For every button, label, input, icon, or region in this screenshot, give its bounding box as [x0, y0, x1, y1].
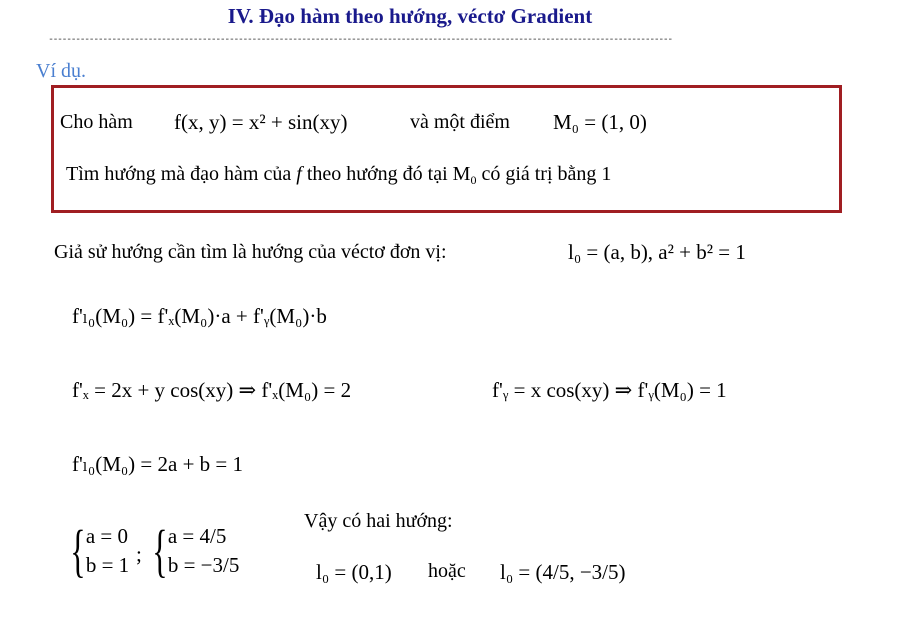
problem-box: [51, 85, 842, 213]
question-part-2: theo hướng đó tại M: [306, 163, 471, 185]
partial-y-eq: f'ᵧ = x cos(xy) ⇒ f'ᵧ(M₀) = 1: [492, 378, 727, 402]
example-label: Ví dụ.: [36, 60, 86, 82]
system-2: [146, 518, 240, 583]
dashed-divider: ------------------------------------------------------------------------------------------------------------------------------------------: [48, 34, 672, 45]
problem-intro: Cho hàm: [60, 111, 133, 133]
system-2-row-a: a = 4/5: [167, 524, 227, 548]
partial-x-eq: f'ₓ = 2x + y cos(xy) ⇒ f'ₓ(M₀) = 2: [72, 378, 352, 402]
or-word: hoặc: [428, 560, 466, 582]
problem-point: M₀ = (1, 0): [553, 110, 647, 134]
system-2-row-b: b = −3/5: [167, 553, 240, 577]
problem-and-point: và một điểm: [410, 111, 510, 133]
question-sub: 0: [470, 173, 477, 188]
question-part-3: có giá trị bằng 1: [481, 163, 612, 185]
unit-vector-eq: l₀ = (a, b), a² + b² = 1: [568, 240, 746, 264]
conclusion-text: Vậy có hai hướng:: [304, 510, 453, 532]
brace-icon: {: [70, 518, 86, 583]
directional-derivative-formula: f'ₗ₀(M₀) = f'ₓ(M₀)·a + f'ᵧ(M₀)·b: [72, 304, 327, 328]
question-part-1: Tìm hướng mà đạo hàm của: [66, 163, 292, 185]
problem-question: [66, 163, 611, 186]
direction-1: l₀ = (0,1): [316, 560, 392, 584]
brace-icon: {: [152, 518, 168, 583]
result-eq: f'ₗ₀(M₀) = 2a + b = 1: [72, 452, 244, 476]
assume-text: Giả sử hướng cần tìm là hướng của véctơ đơn vị:: [54, 241, 447, 263]
question-f: f: [296, 163, 302, 185]
direction-2: l₀ = (4/5, −3/5): [500, 560, 626, 584]
problem-function: f(x, y) = x² + sin(xy): [174, 110, 348, 134]
system-1-row-a: a = 0: [85, 524, 129, 548]
slide-title: IV. Đạo hàm theo hướng, véctơ Gradient: [227, 4, 593, 28]
system-1-row-b: b = 1: [85, 553, 130, 577]
system-1: [64, 518, 130, 583]
system-separator: ;: [136, 542, 142, 566]
